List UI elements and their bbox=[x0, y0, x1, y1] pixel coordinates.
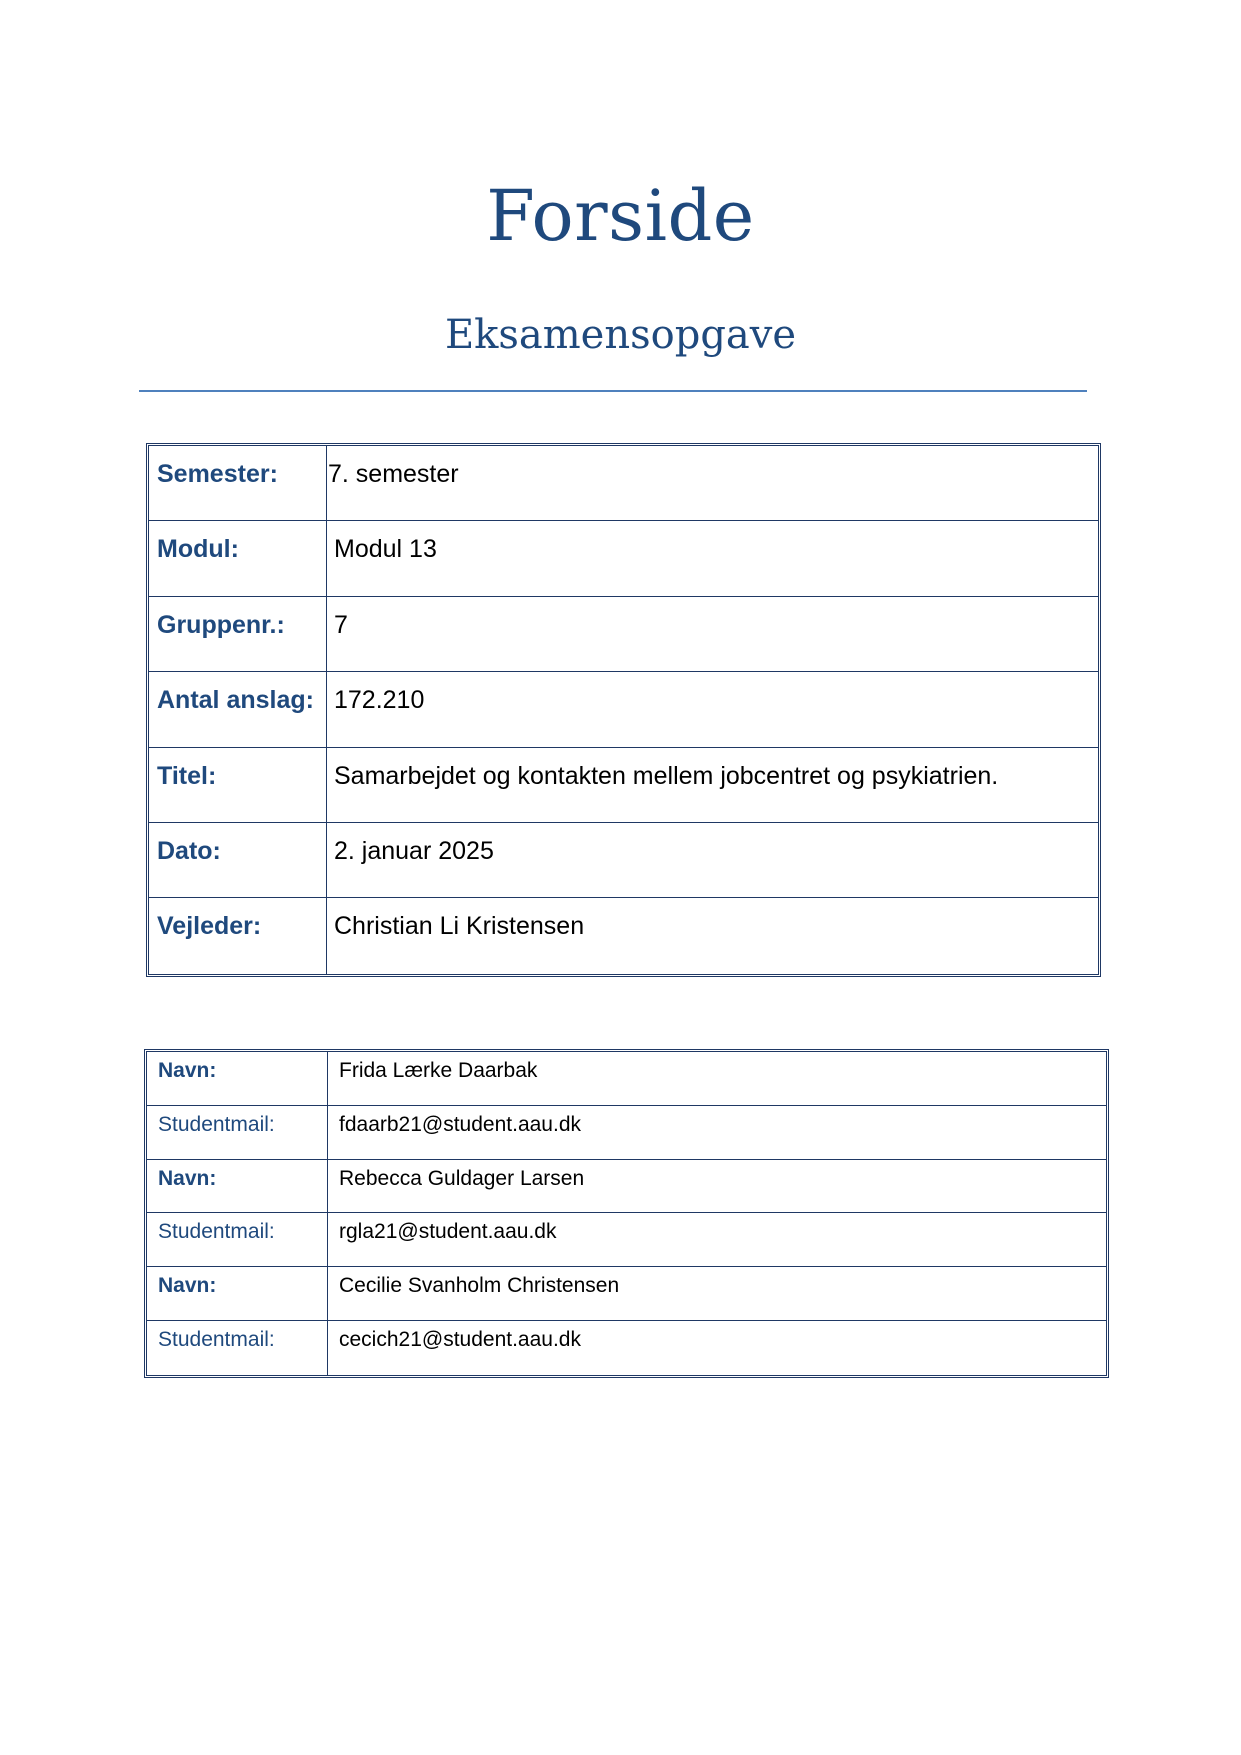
student-row-name bbox=[147, 1267, 1106, 1321]
info-value: 2. januar 2025 bbox=[334, 836, 494, 865]
student-value: Rebecca Guldager Larsen bbox=[339, 1166, 585, 1190]
info-row-vejleder bbox=[149, 898, 1098, 973]
info-value: 7 bbox=[334, 610, 348, 639]
info-label: Modul: bbox=[149, 521, 327, 595]
page-subtitle: Eksamensopgave bbox=[444, 312, 797, 358]
info-table bbox=[146, 443, 1101, 977]
student-label: Navn: bbox=[147, 1160, 328, 1213]
title-divider bbox=[139, 390, 1087, 392]
student-table bbox=[144, 1049, 1109, 1378]
student-value: fdaarb21@student.aau.dk bbox=[339, 1112, 581, 1136]
page-title: Forside bbox=[486, 175, 755, 257]
info-label: Gruppenr.: bbox=[149, 597, 327, 671]
info-row-gruppenr bbox=[149, 597, 1098, 672]
student-label: Navn: bbox=[147, 1267, 328, 1320]
info-value: Christian Li Kristensen bbox=[334, 912, 585, 941]
info-row-modul bbox=[149, 521, 1098, 596]
info-row-semester bbox=[149, 446, 1098, 521]
info-label: Antal anslag: bbox=[149, 672, 327, 746]
student-row-mail bbox=[147, 1106, 1106, 1160]
info-label: Semester: bbox=[149, 446, 327, 520]
student-label: Studentmail: bbox=[147, 1106, 328, 1159]
student-value: Cecilie Svanholm Christensen bbox=[339, 1274, 620, 1298]
info-label: Titel: bbox=[149, 748, 327, 822]
info-row-dato bbox=[149, 823, 1098, 898]
student-row-name bbox=[147, 1160, 1106, 1214]
info-value: 7. semester bbox=[328, 460, 459, 488]
student-value: cecich21@student.aau.dk bbox=[339, 1327, 581, 1351]
student-value: rgla21@student.aau.dk bbox=[339, 1220, 557, 1244]
info-value: 172.210 bbox=[334, 686, 425, 715]
info-row-antal-anslag bbox=[149, 672, 1098, 747]
student-row-mail bbox=[147, 1213, 1106, 1267]
info-value: Samarbejdet og kontakten mellem jobcentret og psykiatrien. bbox=[334, 761, 999, 790]
info-label: Vejleder: bbox=[149, 898, 327, 973]
info-row-titel bbox=[149, 748, 1098, 823]
student-row-name bbox=[147, 1052, 1106, 1106]
student-row-mail bbox=[147, 1321, 1106, 1375]
student-label: Studentmail: bbox=[147, 1321, 328, 1375]
student-value: Frida Lærke Daarbak bbox=[339, 1059, 538, 1082]
student-label: Navn: bbox=[147, 1052, 328, 1105]
info-label: Dato: bbox=[149, 823, 327, 897]
info-value: Modul 13 bbox=[334, 535, 437, 564]
student-label: Studentmail: bbox=[147, 1213, 328, 1266]
